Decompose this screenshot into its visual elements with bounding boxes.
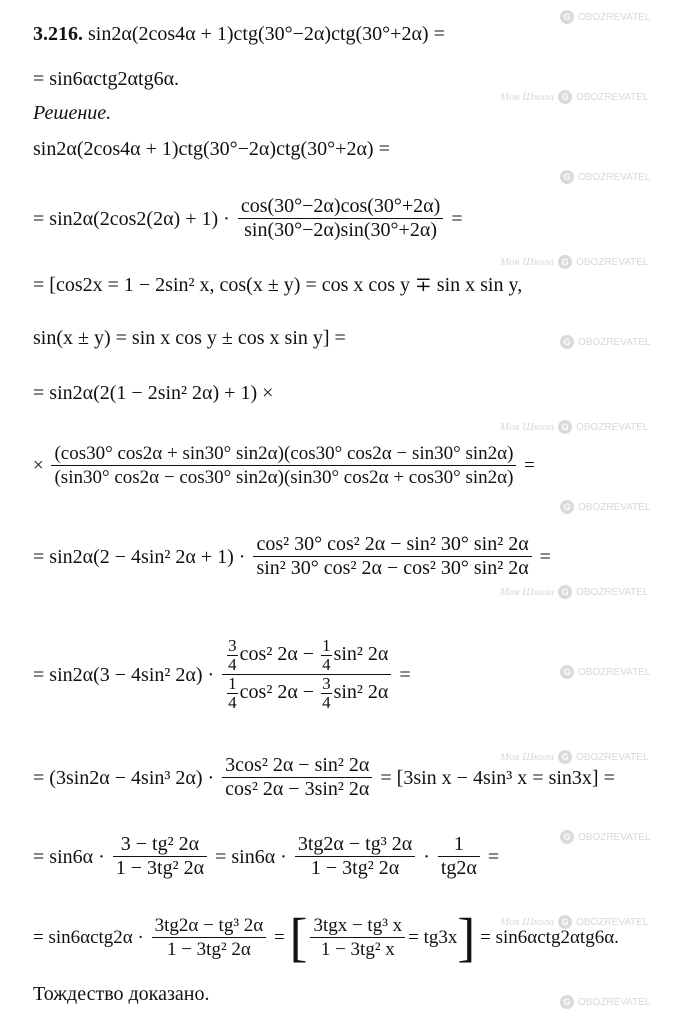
watermark-brand: OBOZREVATEL — [578, 171, 651, 183]
watermark-school: Моя Школа — [500, 916, 555, 928]
watermark-brand: OBOZREVATEL — [576, 91, 649, 103]
watermark-brand: OBOZREVATEL — [576, 916, 649, 928]
step-10-fraction-1: $\frac{\text{3 − tg² 2α}}{\text{1 − 3tg² 2α}}$ — [113, 833, 207, 880]
step-8-lead: = sin2α(3 − 4sin² 2α) · — [33, 663, 215, 686]
step-11-lead: = sin6αctg2α · — [33, 926, 144, 948]
problem-expression: sin2α(2cos4α + 1)ctg(30°−2α)ctg(30°+2α) = — [88, 23, 445, 45]
watermark-brand: OBOZREVATEL — [578, 831, 651, 843]
step-6-fraction — [51, 442, 516, 489]
step-6-tail: = — [524, 454, 535, 476]
step-4: sin(x ± y) = sin x cos y ± cos x sin y] = — [33, 327, 346, 349]
watermark-school: Моя Школа — [500, 91, 555, 103]
watermark-logo-icon: G — [558, 915, 572, 929]
step-9-tail: = [3sin x − 4sin³ x = sin3x] = — [380, 766, 615, 789]
step-9-denominator: cos² 2α − 3sin² 2α — [225, 778, 370, 800]
step-10-fraction-2: $\frac{\text{3tg2α − tg³ 2α}}{\text{1 − 3tg² 2α}}$ — [295, 833, 415, 880]
step-7-lead: = sin2α(2 − 4sin² 2α + 1) · — [33, 545, 246, 568]
step-2-fraction — [238, 195, 443, 242]
step-10-mid: = sin6α · — [215, 845, 287, 868]
watermark — [560, 830, 650, 844]
bracket-close: ] — [457, 907, 476, 968]
watermark — [560, 995, 650, 1009]
watermark — [500, 255, 649, 269]
watermark-logo-icon: G — [560, 665, 574, 679]
fraction-one-quarter: $\frac{1}{4}$ — [322, 636, 331, 674]
step-9 — [33, 754, 615, 801]
bracket-open: [ — [289, 907, 308, 968]
step-7 — [33, 533, 551, 580]
step-7-fraction — [253, 533, 531, 580]
step-2-denominator: sin(30°−2α)sin(30°+2α) — [244, 219, 437, 241]
watermark-logo-icon: G — [560, 10, 574, 24]
watermark-logo-icon: G — [560, 170, 574, 184]
watermark-logo-icon: G — [558, 420, 572, 434]
watermark — [560, 335, 650, 349]
step-8-numerator: $\frac{3}{4}$ cos² 2α − $\frac{1}{4}$ sin² 2α — [222, 637, 391, 675]
step-8 — [33, 637, 411, 712]
watermark-logo-icon: G — [560, 500, 574, 514]
step-2-tail: = — [451, 207, 463, 230]
watermark-brand: OBOZREVATEL — [576, 256, 649, 268]
step-10-lead: = sin6α · — [33, 845, 105, 868]
step-5: = sin2α(2(1 − 2sin² 2α) + 1) × — [33, 382, 274, 404]
step-2 — [33, 195, 463, 242]
watermark-brand: OBOZREVATEL — [578, 11, 651, 23]
watermark-logo-icon: G — [558, 90, 572, 104]
fraction-three-quarters: $\frac{3}{4}$ — [228, 636, 237, 674]
step-6-lead: × — [33, 454, 44, 476]
watermark-school: Моя Школа — [500, 586, 555, 598]
watermark — [560, 170, 650, 184]
watermark-school: Моя Школа — [500, 256, 555, 268]
watermark-brand: OBOZREVATEL — [576, 586, 649, 598]
watermark-school: Моя Школа — [500, 421, 555, 433]
watermark-brand: OBOZREVATEL — [578, 501, 651, 513]
watermark — [560, 665, 650, 679]
problem-statement-line2: = sin6αctg2αtg6α. — [33, 68, 180, 90]
conclusion: Тождество доказано. — [33, 983, 210, 1005]
step-8-fraction — [222, 637, 391, 712]
step-10: = sin6α · $\frac{\text{3 − tg² 2α}}{\text{1 − 3tg² 2α}}$ = sin6α · $\frac{\text{3tg2α − tg³ 2α}}{\text{1 − 3tg² 2α}}$ · $\frac{1}{tg2\alpha}$ = — [33, 833, 500, 879]
watermark-brand: OBOZREVATEL — [578, 996, 651, 1008]
step-11: = sin6αctg2α · $\frac{\text{3tg2α − tg³ 2α}}{\text{1 − 3tg² 2α}}$ = [ $\frac{\text{3tgx − tg³ x}}{\text{1 − 3tg² x}}$ = tg3x] = sin6αctg2αtg6α. — [33, 907, 619, 968]
step-11-fraction-2: $\frac{\text{3tgx − tg³ x}}{\text{1 − 3tg² x}}$ — [310, 914, 405, 961]
watermark-logo-icon: G — [558, 255, 572, 269]
step-9-fraction — [222, 754, 372, 801]
solution-label: Решение. — [33, 102, 112, 124]
problem-number: 3.216. — [33, 23, 83, 45]
step-10-fraction-3: $\frac{1}{tg2\alpha}$ — [438, 833, 480, 880]
problem-statement-line1 — [33, 22, 445, 46]
step-10-tail: = — [487, 845, 500, 868]
watermark-brand: OBOZREVATEL — [578, 336, 651, 348]
step-8-tail: = — [399, 663, 411, 686]
step-11-fraction-1: $\frac{\text{3tg2α − tg³ 2α}}{\text{1 − 3tg² 2α}}$ — [152, 914, 267, 961]
watermark — [560, 10, 650, 24]
watermark-logo-icon: G — [558, 750, 572, 764]
step-8-denominator: $\frac{1}{4}$ cos² 2α − $\frac{3}{4}$ sin² 2α — [228, 674, 389, 712]
watermark-school: Моя Школа — [500, 751, 555, 763]
watermark-logo-icon: G — [560, 830, 574, 844]
step-6-numerator: (cos30° cos2α + sin30° sin2α)(cos30° cos2α − sin30° sin2α) — [51, 442, 516, 466]
step-2-numerator: cos(30°−2α)cos(30°+2α) — [238, 195, 443, 219]
fraction-three-quarters: $\frac{3}{4}$ — [322, 674, 331, 712]
fraction-one-quarter: $\frac{1}{4}$ — [228, 674, 237, 712]
watermark — [560, 500, 650, 514]
watermark-logo-icon: G — [560, 335, 574, 349]
watermark — [500, 90, 649, 104]
step-7-tail: = — [539, 545, 551, 568]
watermark-brand: OBOZREVATEL — [576, 751, 649, 763]
step-9-lead: = (3sin2α − 4sin³ 2α) · — [33, 766, 215, 789]
step-6 — [33, 442, 535, 489]
watermark-logo-icon: G — [560, 995, 574, 1009]
watermark — [500, 585, 649, 599]
step-6-denominator: (sin30° cos2α − cos30° sin2α)(sin30° cos2α + cos30° sin2α) — [54, 467, 514, 488]
step-3: = [cos2x = 1 − 2sin² x, cos(x ± y) = cos x cos y ∓ sin x sin y, — [33, 274, 523, 296]
step-1: sin2α(2cos4α + 1)ctg(30°−2α)ctg(30°+2α) = — [33, 138, 390, 160]
watermark — [500, 420, 649, 434]
watermark-brand: OBOZREVATEL — [576, 421, 649, 433]
step-9-numerator: 3cos² 2α − sin² 2α — [222, 754, 372, 778]
step-2-lead: = sin2α(2cos2(2α) + 1) · — [33, 207, 230, 230]
step-7-numerator: cos² 30° cos² 2α − sin² 30° sin² 2α — [253, 533, 531, 557]
watermark-brand: OBOZREVATEL — [578, 666, 651, 678]
step-7-denominator: sin² 30° cos² 2α − cos² 30° sin² 2α — [256, 557, 529, 579]
watermark-logo-icon: G — [558, 585, 572, 599]
step-11-tail: = sin6αctg2αtg6α. — [480, 926, 619, 948]
